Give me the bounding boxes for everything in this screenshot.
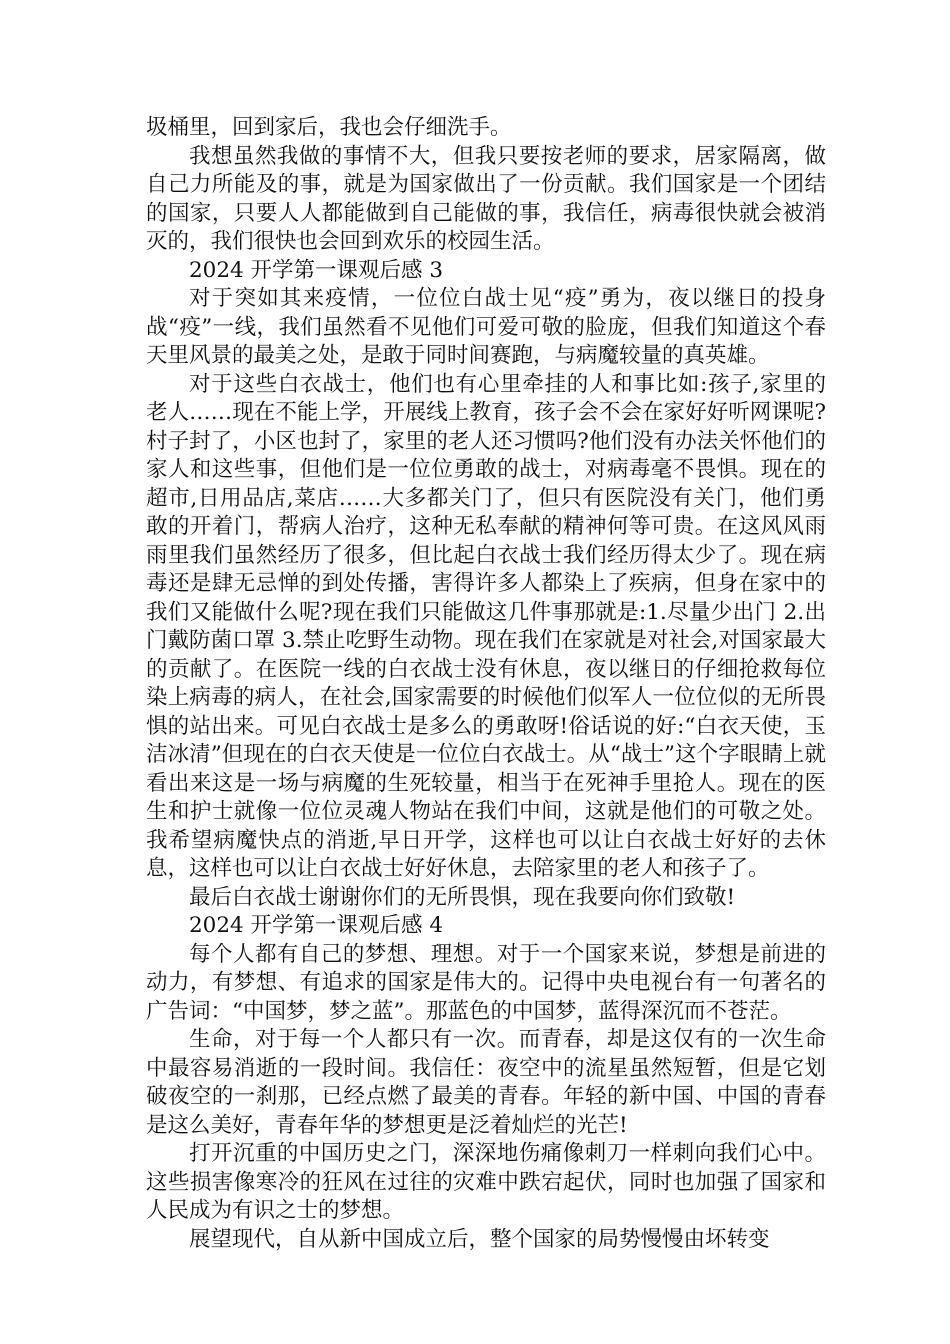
- paragraph: 每个人都有自己的梦想、理想。对于一个国家来说，梦想是前进的动力，有梦想、有追求的国家是伟大的。记得中央电视台有一句著名的广告词：“中国梦，梦之蓝”。那蓝色的中国梦，蓝得深沉而不苍茫。: [146, 941, 826, 1024]
- paragraph: 展望现代，自从新中国成立后，整个国家的局势慢慢由坏转变: [189, 1226, 770, 1252]
- paragraph: 最后白衣战士谢谢你们的无所畏惧，现在我要向你们致敬!: [189, 884, 736, 910]
- paragraph: 对于突如其来疫情，一位位白战士见“疫”勇为，夜以继日的投身战“疫”一线，我们虽然看不见他们可爱可敬的脸庞，但我们知道这个春天里风景的最美之处，是敢于同时间赛跑，与病魔较量的真英雄。: [146, 286, 826, 368]
- paragraph: 打开沉重的中国历史之门，深深地伤痛像刺刀一样刺向我们心中。这些损害像寒冷的狂风在过往的灾难中跌宕起伏，同时也加强了国家和人民成为有识之士的梦想。: [146, 1141, 826, 1223]
- section-heading: 2024 开学第一课观后感 3: [189, 257, 444, 283]
- paragraph: 对于这些白衣战士，他们也有心里牵挂的人和事比如:孩子,家里的老人……现在不能上学，开展线上教育，孩子会不会在家好好听网课呢?村子封了，小区也封了，家里的老人还习惯吗?他们没有办法关怀他们的家人和这些事，但他们是一位位勇敢的战士，对病毒毫不畏惧。现在的超市,日用品店,菜店……大多都关门了，但只有医院没有关门，他们勇敢的开着门，帮病人治疗，这种无私奉献的精神何等可贵。在这风风雨雨里我们虽然经历了很多，但比起白衣战士我们经历得太少了。现在病毒还是肆无忌惮的到处传播，害得许多人都染上了疾病，但身在家中的我们又能做什么呢?现在我们只能做这几件事那就是:1.尽量少出门 2.出门戴防菌口罩 3.禁止吃野生动物。现在我们在家就是对社会,对国家最大的贡献了。在医院一线的白衣战士没有休息，夜以继日的仔细抢救每位染上病毒的病人，在社会,国家需要的时候他们似军人一位位似的无所畏惧的站出来。可见白衣战士是多么的勇敢呀!俗话说的好:“白衣天使，玉洁冰清”但现在的白衣天使是一位位白衣战士。从“战士”这个字眼睛上就看出来这是一场与病魔的生死较量，相当于在死神手里抢人。现在的医生和护士就像一位位灵魂人物站在我们中间，这就是他们的可敬之处。我希望病魔快点的消逝,早日开学，这样也可以让白衣战士好好的去休息，这样也可以让白衣战士好好休息，去陪家里的老人和孩子了。: [146, 371, 826, 881]
- document-page: [146, 114, 826, 1254]
- paragraph: 生命，对于每一个人都只有一次。而青春，却是这仅有的一次生命中最容易消逝的一段时间。我信任：夜空中的流星虽然短暂，但是它划破夜空的一刹那，已经点燃了最美的青春。年轻的新中国、中国的青春是这么美好，青春年华的梦想更是泛着灿烂的光芒!: [146, 1027, 826, 1138]
- paragraph-continuation: 圾桶里，回到家后，我也会仔细洗手。: [146, 115, 512, 140]
- paragraph: 我想虽然我做的事情不大，但我只要按老师的要求，居家隔离，做自己力所能及的事，就是为国家做出了一份贡献。我们国家是一个团结的国家，只要人人都能做到自己能做的事，我信任，病毒很快就会被消灭的，我们很快也会回到欢乐的校园生活。: [146, 143, 826, 254]
- section-heading: 2024 开学第一课观后感 4: [189, 913, 444, 938]
